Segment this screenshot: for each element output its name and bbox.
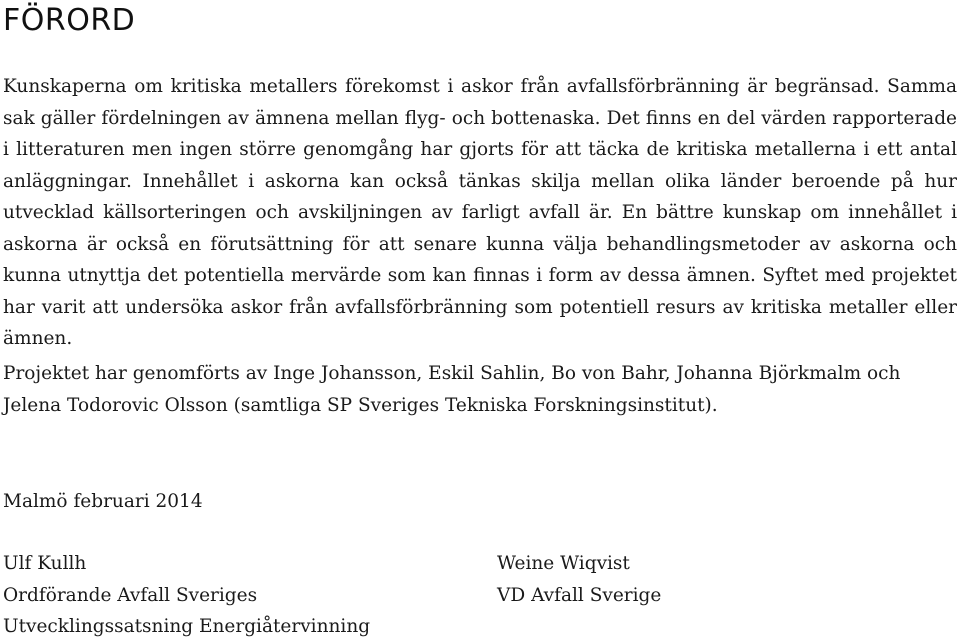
signer-name: Ulf Kullh [3,553,87,574]
signature-left [3,548,370,643]
signer-title: VD Avfall Sverige [497,584,662,606]
authors-paragraph: Projektet har genomförts av Inge Johansson, Eskil Sahlin, Bo von Bahr, Johanna Björkmalm och Jelena Todorovic Olsson (samtliga SP Sveriges Tekniska Forskningsinstitut). [3,363,901,416]
intro-paragraph: Kunskaperna om kritiska metallers förekomst i askor från avfallsförbränning är begränsad. Samma sak gäller fördelningen av ämnena mellan flyg- och bottenaska. Det finns en del värden rapporterade i litteraturen men ingen större genomgång har gjorts för att täcka de kritiska metallerna i ett antal anläggningar. Innehållet i askorna kan också tänkas skilja mellan olika länder beroende på hur utvecklad källsorteringen och avskiljningen av farligt avfall är. En bättre kunskap om innehållet i askorna är också en förutsättning för att senare kunna välja behandlingsmetoder av askorna och kunna utnyttja det potentiella mervärde som kan finnas i form av dessa ämnen. Syftet med projektet har varit att undersöka askor från avfallsförbränning som potentiell resurs av kritiska metaller eller ämnen. [3,76,957,349]
signer-name: Weine Wiqvist [497,553,630,574]
signature-right [497,548,661,611]
signer-title: Ordförande Avfall Sveriges [3,584,258,606]
page-title: FÖRORD [3,3,136,38]
signer-organization: Utvecklingssatsning Energiåtervinning [3,616,371,637]
place-date: Malmö februari 2014 [3,491,203,512]
